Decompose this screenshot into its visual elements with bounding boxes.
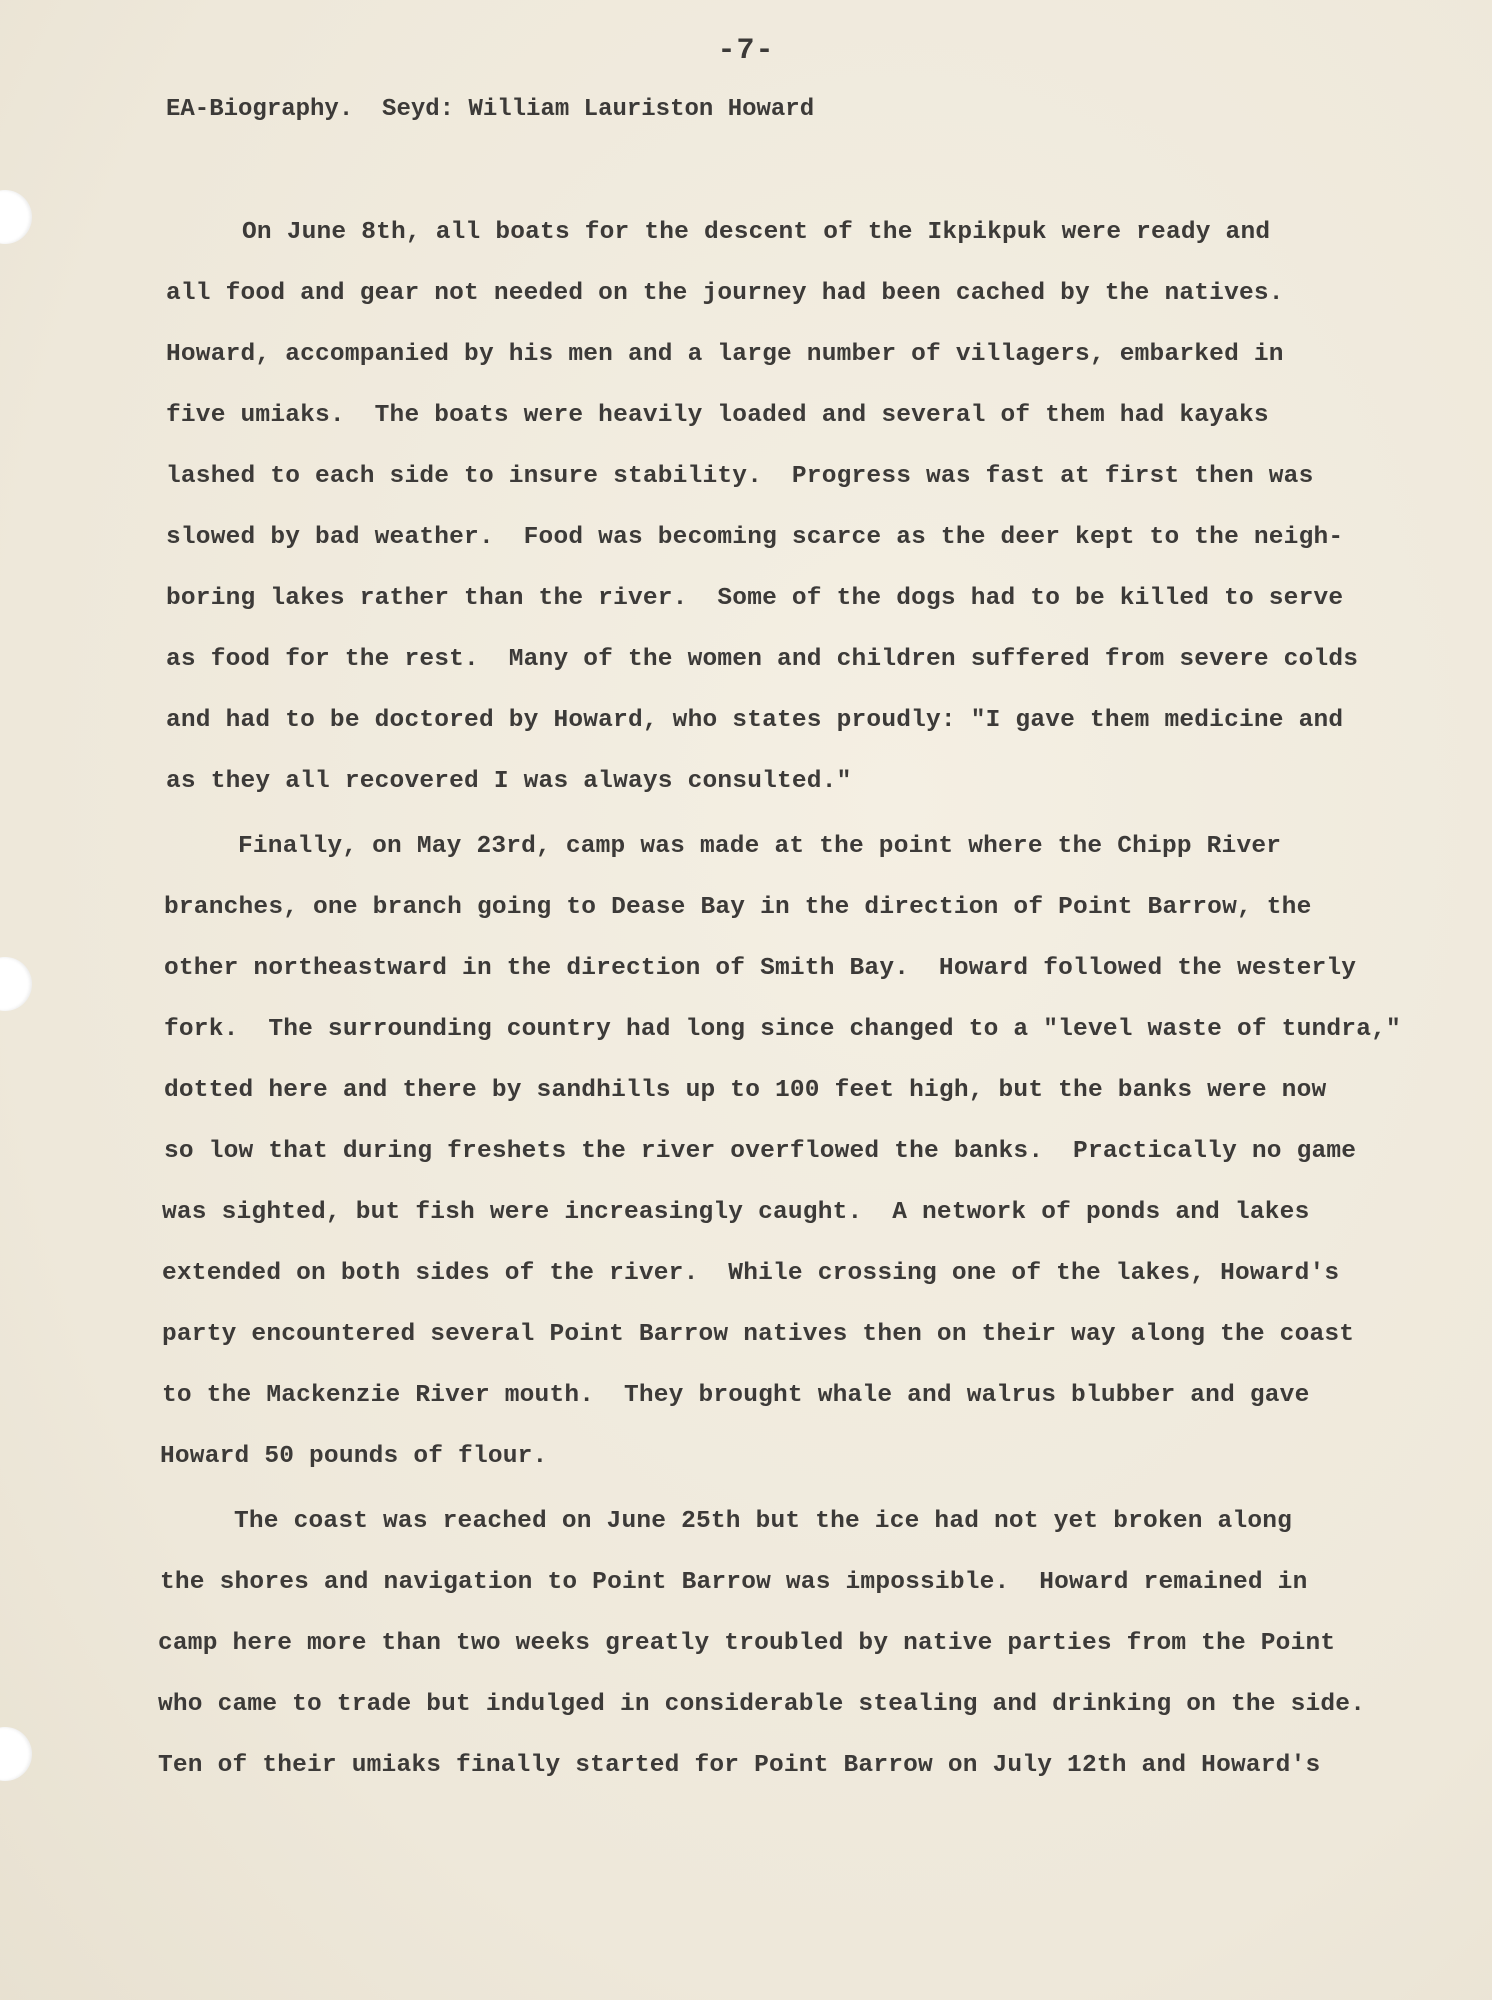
text-line: extended on both sides of the river. While crossing one of the lakes, Howard's bbox=[162, 1260, 1340, 1287]
text-line: fork. The surrounding country had long since changed to a "level waste of tundra," bbox=[164, 1016, 1401, 1043]
punch-hole bbox=[0, 1727, 32, 1781]
punch-hole bbox=[0, 190, 32, 244]
text-line: was sighted, but fish were increasingly caught. A network of ponds and lakes bbox=[162, 1199, 1310, 1226]
text-line: slowed by bad weather. Food was becoming scarce as the deer kept to the neigh- bbox=[166, 524, 1344, 551]
text-line: On June 8th, all boats for the descent of the Ikpikpuk were ready and bbox=[242, 219, 1271, 246]
text-line: dotted here and there by sandhills up to 100 feet high, but the banks were now bbox=[164, 1077, 1327, 1104]
text-line: party encountered several Point Barrow natives then on their way along the coast bbox=[162, 1321, 1355, 1348]
text-line: other northeastward in the direction of Smith Bay. Howard followed the westerly bbox=[164, 955, 1357, 982]
text-line: five umiaks. The boats were heavily loaded and several of them had kayaks bbox=[166, 402, 1269, 429]
text-line: Finally, on May 23rd, camp was made at the point where the Chipp River bbox=[238, 833, 1282, 860]
text-line: and had to be doctored by Howard, who states proudly: "I gave them medicine and bbox=[166, 707, 1344, 734]
page-number: -7- bbox=[717, 34, 775, 68]
text-line: camp here more than two weeks greatly troubled by native parties from the Point bbox=[158, 1630, 1336, 1657]
text-line: Howard, accompanied by his men and a large number of villagers, embarked in bbox=[166, 341, 1284, 368]
text-line: as they all recovered I was always consulted." bbox=[166, 768, 852, 795]
text-line: so low that during freshets the river overflowed the banks. Practically no game bbox=[164, 1138, 1357, 1165]
text-line: as food for the rest. Many of the women and children suffered from severe colds bbox=[166, 646, 1359, 673]
document-header: EA-Biography. Seyd: William Lauriston Howard bbox=[166, 96, 815, 123]
text-line: to the Mackenzie River mouth. They brought whale and walrus blubber and gave bbox=[162, 1382, 1310, 1409]
text-line: who came to trade but indulged in considerable stealing and drinking on the side. bbox=[158, 1691, 1366, 1718]
punch-hole bbox=[0, 957, 32, 1011]
text-line: Howard 50 pounds of flour. bbox=[160, 1443, 548, 1470]
text-line: The coast was reached on June 25th but the ice had not yet broken along bbox=[234, 1508, 1293, 1535]
text-line: Ten of their umiaks finally started for Point Barrow on July 12th and Howard's bbox=[158, 1752, 1321, 1779]
text-line: lashed to each side to insure stability. Progress was fast at first then was bbox=[166, 463, 1314, 490]
text-line: branches, one branch going to Dease Bay in the direction of Point Barrow, the bbox=[164, 894, 1312, 921]
text-line: all food and gear not needed on the journey had been cached by the natives. bbox=[166, 280, 1284, 307]
text-line: boring lakes rather than the river. Some of the dogs had to be killed to serve bbox=[166, 585, 1344, 612]
text-line: the shores and navigation to Point Barrow was impossible. Howard remained in bbox=[160, 1569, 1308, 1596]
